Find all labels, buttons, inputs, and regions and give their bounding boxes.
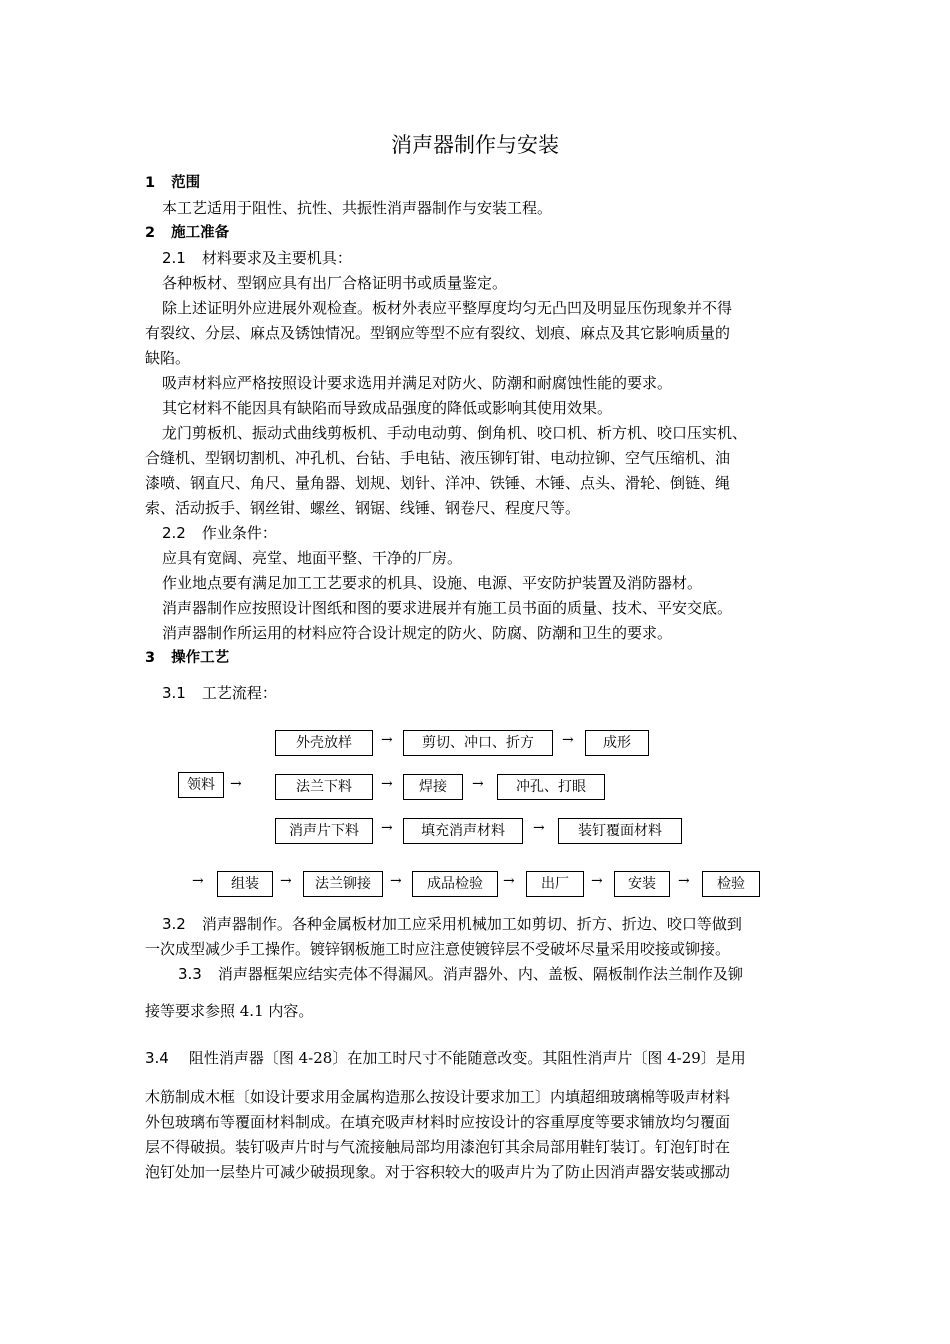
paragraph-line: 一次成型减少手工操作。镀锌钢板施工时应注意使镀锌层不受破坏尽量采用咬接或铆接。 <box>145 940 731 958</box>
arrow-icon: → <box>381 776 393 792</box>
subsection-num: 3.3 <box>178 965 202 983</box>
flow-box: 成形 <box>585 730 649 756</box>
paragraph: 消声器制作应按照设计图纸和图的要求进展并有施工员书面的质量、技术、平安交底。 <box>162 599 733 617</box>
arrow-icon: → <box>381 820 393 836</box>
paragraph-3-3-line <box>178 962 843 987</box>
subsection-num: 3.4 <box>145 1049 169 1067</box>
section-num: 2 <box>145 225 156 241</box>
paragraph: 其它材料不能因具有缺陷而导致成品强度的降低或影响其使用效果。 <box>162 399 613 417</box>
subsection-num: 2.2 <box>162 524 186 542</box>
paragraph-line: 缺陷。 <box>145 349 191 367</box>
paragraph-line: 木筋制成木框〔如设计要求用金属构造那么按设计要求加工〕内填超细玻璃棉等吸声材料 <box>145 1088 731 1106</box>
subsection-num: 3.1 <box>162 684 186 702</box>
arrow-icon: → <box>390 873 402 889</box>
section-2-heading <box>145 221 810 246</box>
flow-box: 检验 <box>702 871 760 897</box>
section-1-heading <box>145 171 810 196</box>
subsection-label: 工艺流程： <box>201 684 277 702</box>
section-num: 3 <box>145 650 156 666</box>
arrow-icon: → <box>562 732 574 748</box>
paragraph: 本工艺适用于阻性、抗性、共振性消声器制作与安装工程。 <box>162 199 553 217</box>
flow-box: 焊接 <box>403 774 463 800</box>
subsection-2-1 <box>162 246 827 271</box>
section-title: 范围 <box>171 175 201 191</box>
paragraph-text: 阻性消声器〔图 4-28〕在加工时尺寸不能随意改变。其阻性消声片〔图 4-29〕是用 <box>188 1049 746 1067</box>
flow-box-start: 领料 <box>178 772 224 798</box>
subsection-3-1 <box>162 681 827 706</box>
paragraph: 应具有宽阔、亮堂、地面平整、干净的厂房。 <box>162 549 463 567</box>
subsection-num: 2.1 <box>162 249 186 267</box>
subsection-num: 3.2 <box>162 915 186 933</box>
paragraph-line: 合缝机、型钢切割机、冲孔机、台钻、手电钻、液压铆钉钳、电动拉铆、空气压缩机、油 <box>145 449 731 467</box>
flow-box: 冲孔、打眼 <box>497 774 605 800</box>
arrow-icon: → <box>533 820 545 836</box>
arrow-icon: → <box>591 873 603 889</box>
arrow-icon: → <box>381 732 393 748</box>
flow-box: 装钉覆面材料 <box>558 818 682 844</box>
paragraph-line: 外包玻璃布等覆面材料制成。在填充吸声材料时应按设计的容重厚度等要求铺放均匀覆面 <box>145 1113 731 1131</box>
paragraph-line: 漆喷、钢直尺、角尺、量角器、划规、划针、洋冲、铁锤、木锤、点头、滑轮、倒链、绳 <box>145 474 731 492</box>
arrow-icon: → <box>678 873 690 889</box>
paragraph-line: 有裂纹、分层、麻点及锈蚀情况。型钢应等型不应有裂纹、划痕、麻点及其它影响质量的 <box>145 324 731 342</box>
flow-box: 安装 <box>614 871 670 897</box>
paragraph-3-4-line <box>145 1046 810 1071</box>
flow-box: 外壳放样 <box>275 730 373 756</box>
paragraph-3-2-line <box>162 912 827 937</box>
flow-box: 法兰下料 <box>275 774 373 800</box>
section-title: 操作工艺 <box>171 650 230 666</box>
subsection-label: 材料要求及主要机具： <box>201 249 352 267</box>
paragraph: 吸声材料应严格按照设计要求选用并满足对防火、防潮和耐腐蚀性能的要求。 <box>162 374 673 392</box>
paragraph-line: 索、活动扳手、钢丝钳、螺丝、钢锯、线锤、钢卷尺、程度尺等。 <box>145 499 581 517</box>
paragraph: 消声器制作所运用的材料应符合设计规定的防火、防腐、防潮和卫生的要求。 <box>162 624 673 642</box>
section-3-heading <box>145 646 810 671</box>
paragraph-text: 消声器制作。各种金属板材加工应采用机械加工如剪切、折方、折边、咬口等做到 <box>201 915 742 933</box>
arrow-icon: → <box>230 776 242 792</box>
paragraph-line: 层不得破损。装钉吸声片时与气流接触局部均用漆泡钉其余局部用鞋钉装订。钉泡钉时在 <box>145 1138 731 1156</box>
paragraph-line: 龙门剪板机、振动式曲线剪板机、手动电动剪、倒角机、咬口机、析方机、咬口压实机、 <box>162 424 748 442</box>
flow-box: 组装 <box>217 871 273 897</box>
paragraph-line: 泡钉处加一层垫片可减少破损现象。对于容积较大的吸声片为了防止因消声器安装或挪动 <box>145 1163 731 1181</box>
arrow-icon: → <box>472 776 484 792</box>
flow-box: 法兰铆接 <box>303 871 383 897</box>
paragraph: 作业地点要有满足加工工艺要求的机具、设施、电源、平安防护装置及消防器材。 <box>162 574 703 592</box>
paragraph-line: 除上述证明外应进展外观检查。板材外表应平整厚度均匀无凸凹及明显压伤现象并不得 <box>162 299 733 317</box>
paragraph-line: 接等要求参照 4.1 内容。 <box>145 1002 314 1020</box>
flow-box: 剪切、冲口、折方 <box>403 730 553 756</box>
paragraph: 各种板材、型钢应具有出厂合格证明书或质量鉴定。 <box>162 274 508 292</box>
subsection-2-2 <box>162 521 827 546</box>
flow-box: 成品检验 <box>412 871 498 897</box>
page-title: 消声器制作与安装 <box>391 133 559 157</box>
flow-box: 消声片下料 <box>275 818 373 844</box>
arrow-icon: → <box>280 873 292 889</box>
arrow-icon: → <box>503 873 515 889</box>
arrow-icon: → <box>192 873 204 889</box>
flow-box: 填充消声材料 <box>403 818 523 844</box>
flow-box: 出厂 <box>526 871 584 897</box>
subsection-label: 作业条件： <box>201 524 277 542</box>
paragraph-text: 消声器框架应结实壳体不得漏风。消声器外、内、盖板、隔板制作法兰制作及铆 <box>217 965 743 983</box>
section-title: 施工准备 <box>171 225 230 241</box>
section-num: 1 <box>145 175 156 191</box>
